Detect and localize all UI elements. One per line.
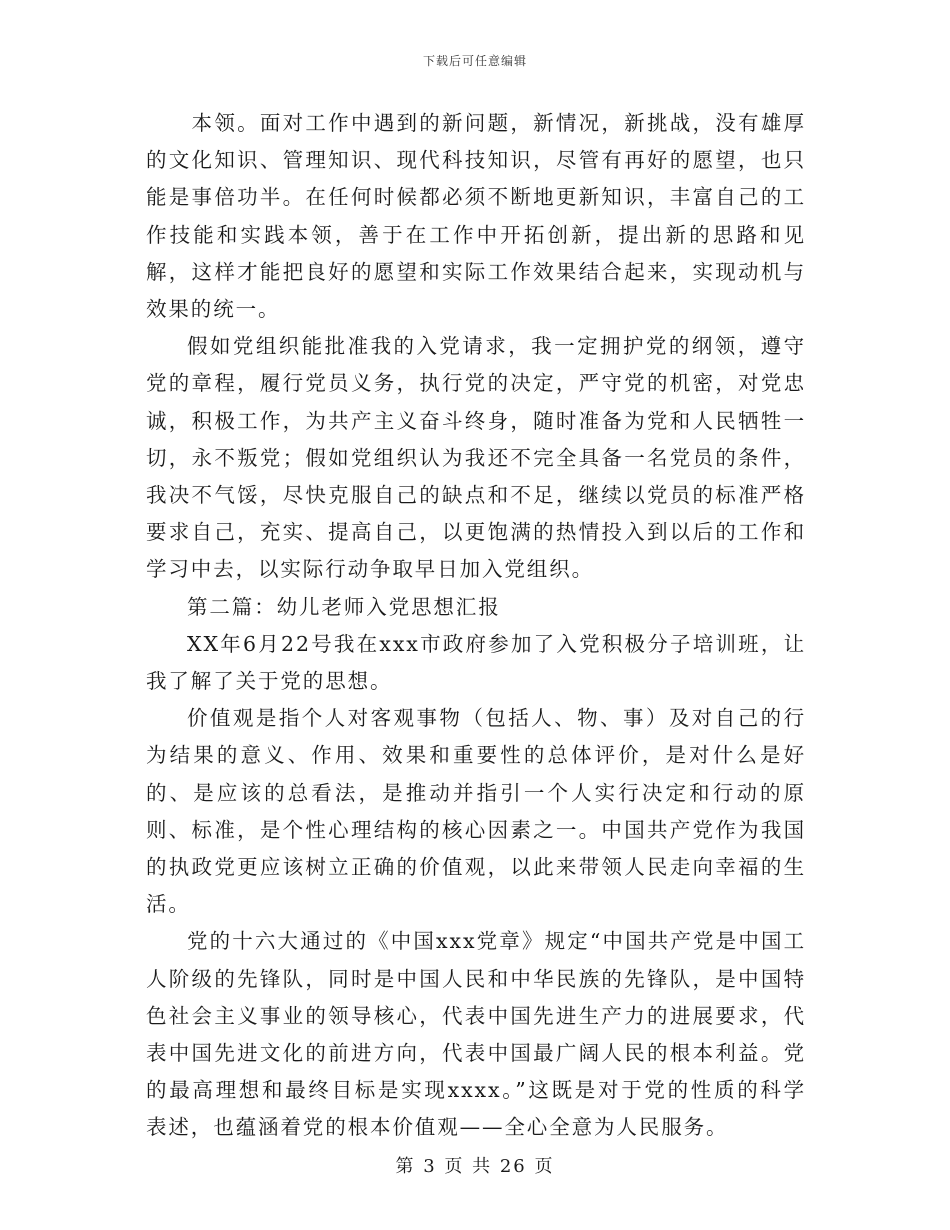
paragraph-training-class: XX年6月22号我在xxx市政府参加了入党积极分子培训班，让我了解了关于党的思想。 <box>146 631 806 694</box>
page-number-footer: 第 3 页 共 26 页 <box>395 1156 555 1177</box>
section-heading: 第二篇：幼儿老师入党思想汇报 <box>187 594 501 619</box>
paragraph-values-definition: 价值观是指个人对客观事物（包括人、物、事）及对自己的行为结果的意义、作用、效果和重要性的总体评价，是对什么是好的、是应该的总看法，是推动并指引一个人实行决定和行动的原则、标准，是个性心理结构的核心因素之一。中国共产党作为我国的执政党更应该树立正确的价值观，以此来带领人民走向幸福的生活。 <box>146 706 806 917</box>
paragraph-continuation: 本领。面对工作中遇到的新问题，新情况，新挑战，没有雄厚的文化知识、管理知识、现代科技知识，尽管有再好的愿望，也只能是事倍功半。在任何时候都必须不断地更新知识，丰富自己的工作技能和实践本领，善于在工作中开拓创新，提出新的思路和见解，这样才能把良好的愿望和实际工作效果结合起来，实现动机与效果的统一。 <box>146 111 806 322</box>
paragraph-party-constitution: 党的十六大通过的《中国xxx党章》规定“中国共产党是中国工人阶级的先锋队，同时是中国人民和中华民族的先锋队，是中国特色社会主义事业的领导核心，代表中国先进生产力的进展要求，代表中国先进文化的前进方向，代表中国最广阔人民的根本利益。党的最高理想和最终目标是实现xxxx。”这既是对于党的性质的科学表述，也蕴涵着党的根本价值观——全心全意为人民服务。 <box>146 929 806 1140</box>
paragraph-membership-pledge: 假如党组织能批准我的入党请求，我一定拥护党的纲领，遵守党的章程，履行党员义务，执行党的决定，严守党的机密，对党忠诚，积极工作，为共产主义奋斗终身，随时准备为党和人民牺牲一切，永不叛党；假如党组织认为我还不完全具备一名党员的条件，我决不气馁，尽快克服自己的缺点和不足，继续以党员的标准严格要求自己，充实、提高自己，以更饱满的热情投入到以后的工作和学习中去，以实际行动争取早日加入党组织。 <box>146 334 806 582</box>
document-body <box>146 105 806 1147</box>
page-header-note: 下载后可任意编辑 <box>422 54 527 68</box>
